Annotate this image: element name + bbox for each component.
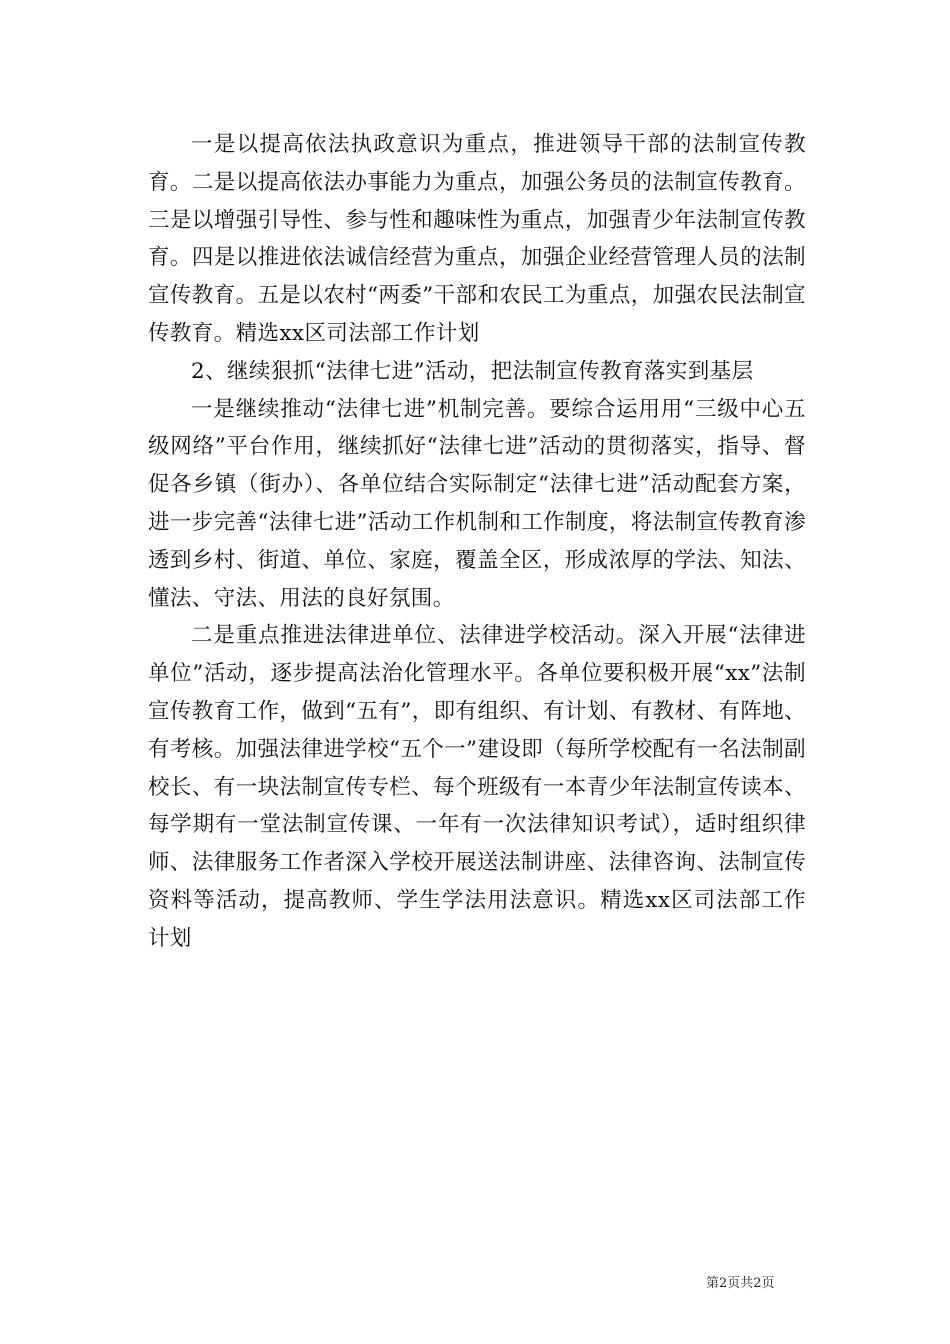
page-number: 第2页共2页 (706, 1276, 775, 1291)
section-heading-law-seven: 2、继续狠抓“法律七进”活动，把法制宣传教育落实到基层 (191, 358, 754, 384)
paragraph-mechanism: 一是继续推动“法律七进”机制完善。要综合运用用“三级中心五级网络”平台作用，继续抓好“法律七进”活动的贯彻落实，指导、督促各乡镇（街办）、各单位结合实际制定“法律七进”活动配套方案，进一步完善“法律七进”活动工作机制和工作制度，将法制宣传教育渗透到乡村、街道、单位、家庭，覆盖全区，形成浓厚的学法、知法、懂法、守法、用法的良好氛围。 (148, 396, 806, 611)
paragraph-leaders-education: 一是以提高依法执政意识为重点，推进领导干部的法制宣传教育。二是以提高依法办事能力为重点，加强公务员的法制宣传教育。三是以增强引导性、参与性和趣味性为重点，加强青少年法制宣传教育。四是以推进依法诚信经营为重点，加强企业经营管理人员的法制宣传教育。五是以农村“两委”干部和农民工为重点，加强农民法制宣传教育。精选xx区司法部工作计划 (148, 132, 806, 346)
document-body (148, 126, 806, 958)
paragraph-units-schools: 二是重点推进法律进单位、法律进学校活动。深入开展“法律进单位”活动，逐步提高法治化管理水平。各单位要积极开展“xx”法制宣传教育工作，做到“五有”，即有组织、有计划、有教材、有阵地、有考核。加强法律进学校“五个一”建设即（每所学校配有一名法制副校长、有一块法制宣传专栏、每个班级有一本青少年法制宣传读本、每学期有一堂法制宣传课、一年有一次法律知识考试），适时组织律师、法律服务工作者深入学校开展送法制讲座、法律咨询、法制宣传资料等活动，提高教师、学生学法用法意识。精选xx区司法部工作计划 (148, 623, 806, 951)
